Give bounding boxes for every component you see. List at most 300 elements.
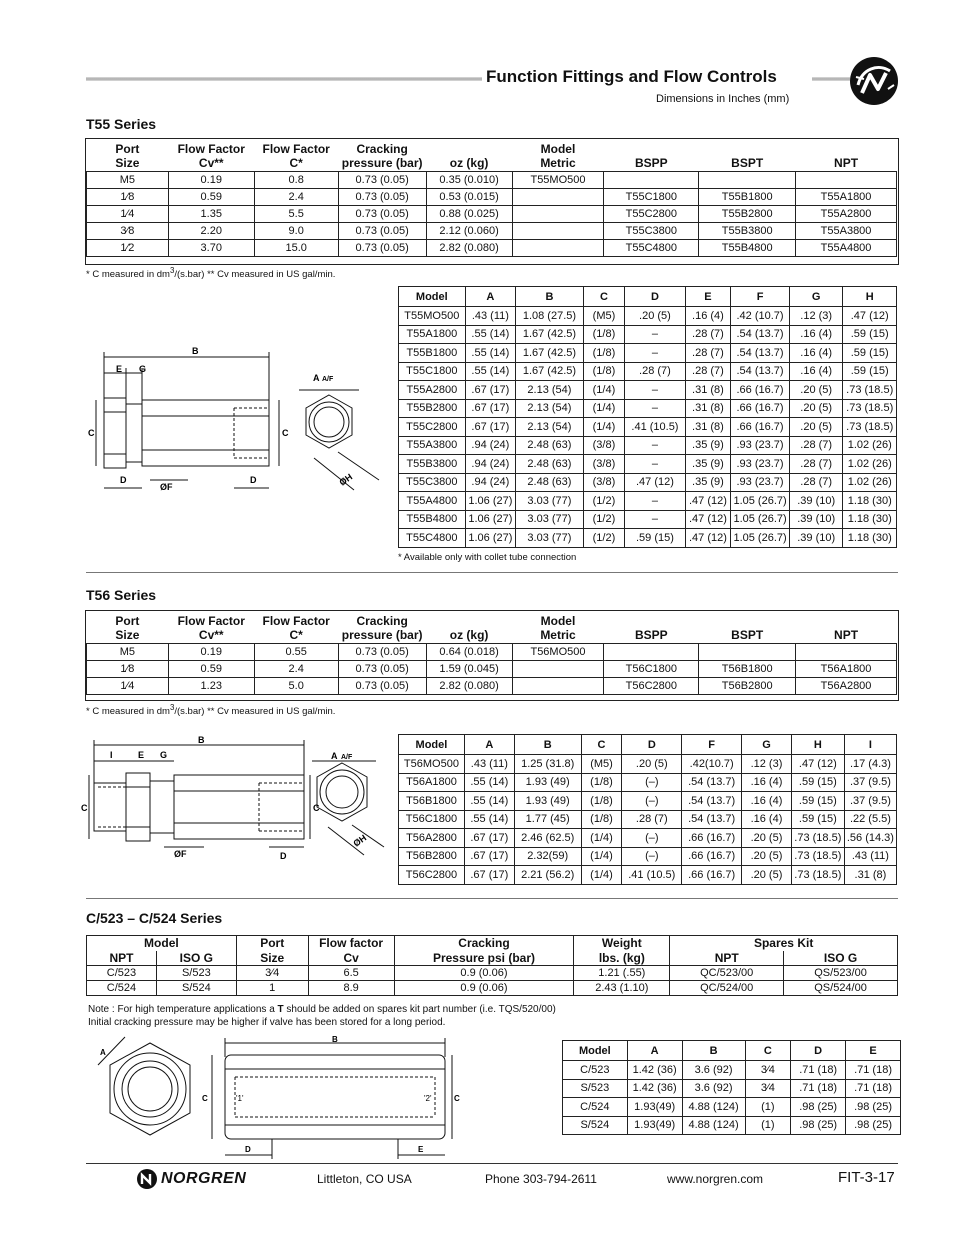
table-cell: T55A4800 xyxy=(796,239,897,256)
table-cell: T56MO500 xyxy=(512,643,604,660)
table-cell: T55MO500 xyxy=(512,171,604,188)
t56-dim-header-4: D xyxy=(622,735,682,755)
table-cell: 3.6 (92) xyxy=(682,1061,745,1080)
table-cell: .16 (4) xyxy=(742,773,792,792)
table-cell: (M5) xyxy=(581,755,622,774)
table-cell: 15.0 xyxy=(254,239,338,256)
table-cell: .28 (7) xyxy=(789,455,843,474)
table-cell: T55A3800 xyxy=(399,436,466,455)
page-title: Function Fittings and Flow Controls xyxy=(486,67,777,86)
table-cell: 1.42 (36) xyxy=(627,1079,682,1098)
table-cell: 1.02 (26) xyxy=(843,473,897,492)
table-cell: .28 (7) xyxy=(685,325,730,344)
t56-dim-header-8: I xyxy=(844,735,896,755)
c523-col-spares: Spares Kit xyxy=(670,936,898,951)
c523-dim-header-3: C xyxy=(745,1041,791,1061)
t55-col-npt: NPT xyxy=(796,139,897,171)
table-cell: T55A2800 xyxy=(796,205,897,222)
table-cell: 0.73 (0.05) xyxy=(338,171,426,188)
table-cell: T55C3800 xyxy=(604,222,699,239)
table-row xyxy=(399,829,897,848)
table-cell: 2.43 (1.10) xyxy=(574,981,670,996)
table-cell: 1⁄8 xyxy=(87,188,169,205)
table-cell: (3/8) xyxy=(583,455,624,474)
table-row xyxy=(87,188,897,205)
table-cell: .42 (10.7) xyxy=(731,307,790,326)
footer-brand: NORGREN xyxy=(161,1170,247,1187)
table-cell: .28 (7) xyxy=(685,362,730,381)
table-cell: M5 xyxy=(87,171,169,188)
table-cell: – xyxy=(625,399,686,418)
table-cell: 3⁄4 xyxy=(745,1079,791,1098)
table-row xyxy=(399,418,897,437)
table-cell: .43 (11) xyxy=(844,847,896,866)
table-cell: (–) xyxy=(622,829,682,848)
t55-col-bspp: BSPP xyxy=(604,139,699,171)
table-cell: .28 (7) xyxy=(625,362,686,381)
c523-dim-a-label: A xyxy=(100,1048,106,1057)
table-cell: .37 (9.5) xyxy=(844,792,896,811)
table-cell: T55C1800 xyxy=(399,362,466,381)
table-cell: .20 (5) xyxy=(742,829,792,848)
t55-dim-header-3: C xyxy=(583,287,624,307)
c523-dim-header-1: A xyxy=(627,1041,682,1061)
table-cell: 5.5 xyxy=(254,205,338,222)
table-cell: .28 (7) xyxy=(685,344,730,363)
t55-dim-header-8: H xyxy=(843,287,897,307)
table-cell: T55A4800 xyxy=(399,492,466,511)
t55-dim-c-label: C xyxy=(88,428,95,438)
table-cell: S/524 xyxy=(156,981,236,996)
table-cell: .47 (12) xyxy=(843,307,897,326)
table-cell: .37 (9.5) xyxy=(844,773,896,792)
t56-dim-af-label: A/F xyxy=(341,754,353,761)
table-cell: 0.73 (0.05) xyxy=(338,677,426,694)
table-cell: .20 (5) xyxy=(742,866,792,885)
t56-col-cv: Flow Factor Cv** xyxy=(168,611,254,643)
table-cell: C/524 xyxy=(87,981,157,996)
table-cell: 1⁄4 xyxy=(87,205,169,222)
table-cell: 2.13 (54) xyxy=(516,381,584,400)
table-cell: .47 (12) xyxy=(685,510,730,529)
table-cell: QC/524/00 xyxy=(670,981,784,996)
footer-website[interactable]: www.norgren.com xyxy=(667,1172,764,1186)
table-cell: 3.03 (77) xyxy=(516,510,584,529)
c523-spec-header-3: Cv xyxy=(308,951,394,966)
table-cell: .67 (17) xyxy=(465,381,515,400)
table-cell: 1.05 (26.7) xyxy=(731,529,790,548)
table-cell: .35 (9) xyxy=(685,436,730,455)
table-cell: .54 (13.7) xyxy=(682,810,742,829)
table-cell: .12 (3) xyxy=(789,307,843,326)
table-cell: .12 (3) xyxy=(742,755,792,774)
table-cell: T55A3800 xyxy=(796,222,897,239)
table-cell: 2.48 (63) xyxy=(516,473,584,492)
table-cell: 3.03 (77) xyxy=(516,492,584,511)
table-cell: 1.77 (45) xyxy=(514,810,581,829)
t55-footnote: * C measured in $dm^3/(s.bar)$ ** Cv measured in US gal/min. xyxy=(86,266,336,281)
table-cell: 1.21 (.55) xyxy=(574,966,670,981)
t56-dim-g-label: G xyxy=(160,750,168,760)
table-cell: QS/523/00 xyxy=(784,966,898,981)
table-cell: 1.93(49) xyxy=(627,1098,682,1117)
table-cell: 1.08 (27.5) xyxy=(516,307,584,326)
table-cell: 1.23 xyxy=(168,677,254,694)
table-cell: 3.6 (92) xyxy=(682,1079,745,1098)
table-cell: .47 (12) xyxy=(685,492,730,511)
table-cell: .43 (11) xyxy=(464,755,514,774)
table-cell: .41 (10.5) xyxy=(625,418,686,437)
table-cell: .54 (13.7) xyxy=(731,344,790,363)
table-cell: 2.82 (0.080) xyxy=(426,677,512,694)
table-cell: 4.88 (124) xyxy=(682,1098,745,1117)
t56-dim-c-label: C xyxy=(81,803,88,813)
table-cell: 3⁄4 xyxy=(745,1061,791,1080)
table-row xyxy=(399,810,897,829)
table-cell: .73 (18.5) xyxy=(791,847,844,866)
table-row xyxy=(399,325,897,344)
t55-dim-d-label: D xyxy=(120,475,127,485)
table-cell: – xyxy=(625,381,686,400)
table-cell: .93 (23.7) xyxy=(731,455,790,474)
table-cell: T55A2800 xyxy=(399,381,466,400)
table-cell: – xyxy=(625,436,686,455)
table-cell: .55 (14) xyxy=(464,810,514,829)
table-cell: T55C4800 xyxy=(604,239,699,256)
table-row xyxy=(399,792,897,811)
t56-dim-header-2: B xyxy=(514,735,581,755)
table-cell: T55A1800 xyxy=(796,188,897,205)
table-cell: 0.73 (0.05) xyxy=(338,205,426,222)
table-cell: 1⁄2 xyxy=(87,239,169,256)
table-cell: 2.13 (54) xyxy=(516,399,584,418)
table-cell: .47 (12) xyxy=(791,755,844,774)
table-cell: 5.0 xyxy=(254,677,338,694)
table-cell: .39 (10) xyxy=(789,492,843,511)
table-row xyxy=(399,455,897,474)
table-cell: .31 (8) xyxy=(844,866,896,885)
table-cell: T55B4800 xyxy=(699,239,796,256)
table-row xyxy=(87,171,897,188)
table-cell: S/524 xyxy=(563,1116,628,1135)
table-cell xyxy=(699,171,796,188)
c523-spec-header-1: ISO G xyxy=(156,951,236,966)
table-cell: (1/8) xyxy=(581,792,622,811)
table-cell: 1.05 (26.7) xyxy=(731,492,790,511)
c523-port-2-label: '2' xyxy=(424,1094,432,1103)
table-cell: .66 (16.7) xyxy=(731,418,790,437)
norgren-footer-logo-icon xyxy=(136,1168,158,1190)
t56-dimension-table xyxy=(398,734,897,885)
table-cell: C/523 xyxy=(87,966,157,981)
t56-dim-i-label: I xyxy=(110,750,113,760)
t56-col-weight: oz (kg) xyxy=(426,611,512,643)
table-cell: 0.88 (0.025) xyxy=(426,205,512,222)
table-cell: .39 (10) xyxy=(789,510,843,529)
t55-col-weight: oz (kg) xyxy=(426,139,512,171)
table-cell: .55 (14) xyxy=(465,325,515,344)
table-cell: (1/8) xyxy=(583,344,624,363)
table-cell: (1) xyxy=(745,1098,791,1117)
table-cell: .31 (8) xyxy=(685,418,730,437)
table-cell: T55B3800 xyxy=(399,455,466,474)
table-cell: (1/4) xyxy=(583,418,624,437)
c523-note: Note : For high temperature applications a T should be added on spares kit part number (i.e. TQS/520/00) Initial cracking pressure may be higher if valve has been stored for a long period. xyxy=(88,1004,556,1028)
table-cell: T55C1800 xyxy=(604,188,699,205)
table-cell xyxy=(512,188,604,205)
table-cell: 1.02 (26) xyxy=(843,455,897,474)
table-cell: 1⁄4 xyxy=(87,677,169,694)
table-row xyxy=(87,966,898,981)
t56-series-title: T56 Series xyxy=(86,587,157,603)
table-cell: .66 (16.7) xyxy=(682,829,742,848)
table-cell: .16 (4) xyxy=(685,307,730,326)
table-cell: 2.12 (0.060) xyxy=(426,222,512,239)
table-cell: T56C1800 xyxy=(604,660,699,677)
table-cell: .67 (17) xyxy=(465,418,515,437)
table-row xyxy=(399,847,897,866)
table-cell: T56A2800 xyxy=(399,829,465,848)
t56-dim-a-label: A xyxy=(331,751,338,761)
t56-dim-e-label: E xyxy=(138,750,145,760)
table-cell: – xyxy=(625,344,686,363)
table-cell: (1/8) xyxy=(581,773,622,792)
t55-dim-f-label: ØF xyxy=(160,482,173,492)
table-cell: 2.20 xyxy=(168,222,254,239)
table-cell: T56MO500 xyxy=(399,755,465,774)
table-cell: .67 (17) xyxy=(465,399,515,418)
table-cell: T55B2800 xyxy=(699,205,796,222)
table-cell xyxy=(604,171,699,188)
c523-dim-b-label: B xyxy=(332,1035,338,1044)
c523-col-port: Port xyxy=(236,936,308,951)
table-cell: .66 (16.7) xyxy=(731,381,790,400)
t55-spec-table xyxy=(86,139,897,257)
table-cell: (1/4) xyxy=(583,381,624,400)
t56-col-metric: Model Metric xyxy=(512,611,604,643)
t55-dim-af-label: A/F xyxy=(322,376,334,383)
table-cell: .66 (16.7) xyxy=(682,847,742,866)
table-cell: 2.4 xyxy=(254,660,338,677)
table-row xyxy=(399,381,897,400)
table-cell: .71 (18) xyxy=(846,1079,901,1098)
table-cell: 2.13 (54) xyxy=(516,418,584,437)
t55-dim-h-label: ØH xyxy=(337,471,355,488)
table-row xyxy=(87,981,898,996)
table-cell: 1.18 (30) xyxy=(843,529,897,548)
table-cell: .20 (5) xyxy=(622,755,682,774)
t55-dim-header-5: E xyxy=(685,287,730,307)
table-cell: T55B1800 xyxy=(399,344,466,363)
t55-dim-c2-label: C xyxy=(282,428,289,438)
t55-fitting-diagram xyxy=(84,340,394,500)
table-row xyxy=(399,755,897,774)
table-cell: .55 (14) xyxy=(465,362,515,381)
table-cell: .71 (18) xyxy=(791,1079,846,1098)
t55-dim-b-label: B xyxy=(192,346,199,356)
table-cell: 1.05 (26.7) xyxy=(731,510,790,529)
c523-spec-header-4: Pressure psi (bar) xyxy=(394,951,574,966)
table-cell: (1/8) xyxy=(581,810,622,829)
table-cell xyxy=(512,660,604,677)
table-cell: T55MO500 xyxy=(399,307,466,326)
table-cell: – xyxy=(625,492,686,511)
t55-dim-header-0: Model xyxy=(399,287,466,307)
table-cell: .94 (24) xyxy=(465,455,515,474)
table-cell: 1.93(49) xyxy=(627,1116,682,1135)
table-cell: .16 (4) xyxy=(789,325,843,344)
table-cell: 0.35 (0.010) xyxy=(426,171,512,188)
table-cell: M5 xyxy=(87,643,169,660)
table-cell: T55B4800 xyxy=(399,510,466,529)
c523-spec-header-6: NPT xyxy=(670,951,784,966)
section-divider-2 xyxy=(86,898,898,899)
table-cell: .93 (23.7) xyxy=(731,436,790,455)
table-cell: .73 (18.5) xyxy=(843,381,897,400)
table-cell xyxy=(512,677,604,694)
table-cell xyxy=(604,643,699,660)
table-cell: 0.8 xyxy=(254,171,338,188)
c523-dim-c-label: C xyxy=(202,1094,208,1103)
table-cell: .54 (13.7) xyxy=(731,362,790,381)
t55-col-port: Port Size xyxy=(87,139,169,171)
table-cell: (3/8) xyxy=(583,436,624,455)
table-cell: 2.21 (56.2) xyxy=(514,866,581,885)
t56-dim-f-label: ØF xyxy=(174,849,187,859)
table-cell: 0.73 (0.05) xyxy=(338,239,426,256)
table-cell: 0.59 xyxy=(168,660,254,677)
table-cell: 1.02 (26) xyxy=(843,436,897,455)
table-cell xyxy=(512,205,604,222)
c523-col-flow: Flow factor xyxy=(308,936,394,951)
c523-dim-d-label: D xyxy=(245,1145,251,1154)
table-row xyxy=(399,529,897,548)
table-row xyxy=(399,473,897,492)
table-cell: 2.46 (62.5) xyxy=(514,829,581,848)
t55-dim-header-2: B xyxy=(516,287,584,307)
c523-col-cracking: Cracking xyxy=(394,936,574,951)
table-cell: – xyxy=(625,325,686,344)
t55-series-title: T55 Series xyxy=(86,116,157,132)
table-cell: S/523 xyxy=(563,1079,628,1098)
table-cell: 8.9 xyxy=(308,981,394,996)
c523-spec-header-2: Size xyxy=(236,951,308,966)
table-cell: T56C2800 xyxy=(604,677,699,694)
table-cell: .55 (14) xyxy=(464,792,514,811)
table-cell: .41 (10.5) xyxy=(622,866,682,885)
table-cell: .73 (18.5) xyxy=(843,399,897,418)
t55-col-metric: Model Metric xyxy=(512,139,604,171)
t55-col-cracking: Cracking pressure (bar) xyxy=(338,139,426,171)
table-cell: (–) xyxy=(622,847,682,866)
table-cell: (3/8) xyxy=(583,473,624,492)
table-cell: T56A2800 xyxy=(796,677,897,694)
table-cell: 1.06 (27) xyxy=(465,529,515,548)
t56-dim-h-label: ØH xyxy=(351,832,369,849)
page-subtitle: Dimensions in Inches (mm) xyxy=(656,93,790,105)
table-cell: 2.48 (63) xyxy=(516,455,584,474)
table-cell: .20 (5) xyxy=(789,399,843,418)
table-cell: 0.19 xyxy=(168,171,254,188)
c523-spec-table xyxy=(86,935,898,996)
header-bar-right xyxy=(812,77,850,81)
table-cell: 4.88 (124) xyxy=(682,1116,745,1135)
c523-series-title: C/523 – C/524 Series xyxy=(86,910,223,926)
table-cell xyxy=(796,643,897,660)
table-cell: 0.73 (0.05) xyxy=(338,222,426,239)
table-cell: 1⁄8 xyxy=(87,660,169,677)
table-cell: (1/2) xyxy=(583,510,624,529)
table-cell: .20 (5) xyxy=(789,381,843,400)
table-cell: – xyxy=(625,510,686,529)
t55-dim-e-label: E xyxy=(116,364,123,374)
table-cell: 0.19 xyxy=(168,643,254,660)
c523-port-1-label: '1' xyxy=(236,1094,244,1103)
table-cell: 3⁄8 xyxy=(87,222,169,239)
table-cell: .16 (4) xyxy=(742,792,792,811)
table-cell: 0.73 (0.05) xyxy=(338,643,426,660)
table-cell: 1 xyxy=(236,981,308,996)
table-cell: .31 (8) xyxy=(685,381,730,400)
t56-col-port: Port Size xyxy=(87,611,169,643)
table-cell: .16 (4) xyxy=(789,362,843,381)
table-cell: .47 (12) xyxy=(625,473,686,492)
t56-dim-header-7: H xyxy=(791,735,844,755)
c523-dim-c2-label: C xyxy=(454,1094,460,1103)
table-cell: .54 (13.7) xyxy=(731,325,790,344)
table-cell: 0.9 (0.06) xyxy=(394,966,574,981)
table-cell xyxy=(512,222,604,239)
table-cell: .59 (15) xyxy=(791,792,844,811)
table-cell: .59 (15) xyxy=(791,773,844,792)
table-cell: .71 (18) xyxy=(846,1061,901,1080)
table-cell: 0.53 (0.015) xyxy=(426,188,512,205)
table-cell: (1/4) xyxy=(581,829,622,848)
table-cell: .59 (15) xyxy=(625,529,686,548)
table-row xyxy=(87,222,897,239)
table-cell: .20 (5) xyxy=(625,307,686,326)
table-cell: 2.82 (0.080) xyxy=(426,239,512,256)
table-cell: .94 (24) xyxy=(465,436,515,455)
table-cell: 3.70 xyxy=(168,239,254,256)
table-row xyxy=(563,1116,901,1135)
table-cell: (1/4) xyxy=(581,847,622,866)
table-cell: .98 (25) xyxy=(791,1098,846,1117)
table-cell: .28 (7) xyxy=(789,473,843,492)
table-row xyxy=(87,660,897,677)
table-cell: 1.93 (49) xyxy=(514,773,581,792)
table-cell: (–) xyxy=(622,773,682,792)
table-cell: 9.0 xyxy=(254,222,338,239)
table-row xyxy=(563,1098,901,1117)
table-cell: (M5) xyxy=(583,307,624,326)
table-cell: 1.06 (27) xyxy=(465,492,515,511)
table-cell: T56C1800 xyxy=(399,810,465,829)
footer-rule xyxy=(86,1163,898,1164)
table-cell: .56 (14.3) xyxy=(844,829,896,848)
c523-dimension-table xyxy=(562,1040,901,1135)
table-cell: T55C2800 xyxy=(604,205,699,222)
table-cell: T55B3800 xyxy=(699,222,796,239)
t56-dim-c2-label: C xyxy=(313,803,320,813)
table-cell: .31 (8) xyxy=(685,399,730,418)
table-cell: 1.67 (42.5) xyxy=(516,362,584,381)
footer-phone: Phone 303-794-2611 xyxy=(485,1172,597,1186)
table-cell: .35 (9) xyxy=(685,455,730,474)
table-cell: QC/523/00 xyxy=(670,966,784,981)
table-cell: 1.67 (42.5) xyxy=(516,344,584,363)
c523-spec-header-7: ISO G xyxy=(784,951,898,966)
